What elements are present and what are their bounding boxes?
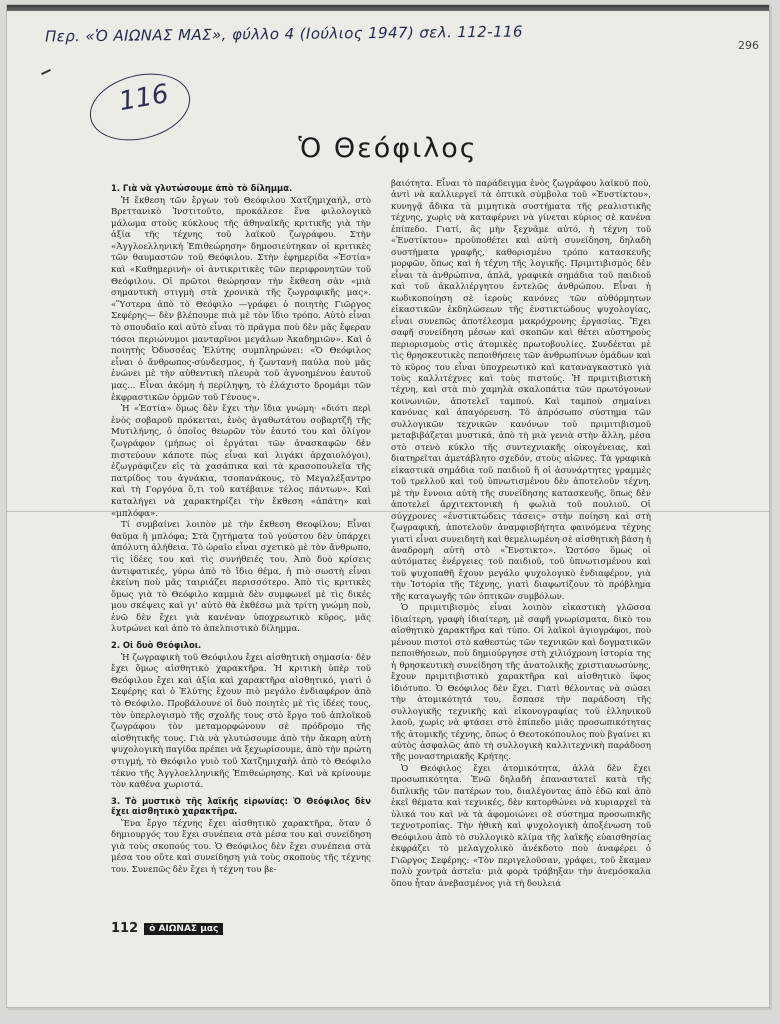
paragraph: Ὁ Θεόφιλος ἔχει ἀτομικότητα, ἀλλὰ δὲν ἔχει προσωπικότητα. Ἐνῶ δηλαδὴ ἐπαναστατεῖ κατὰ τῆς διπλικῆς τῶν πατέρων του, διαλέγοντας ἀπὸ ἐδῶ καὶ ἀπὸ ἐκεῖ θέματα καὶ τεχνικές, δὲν κατορθώνει νὰ κυριαρχεῖ τὰ ὑλικά του καὶ νὰ τὰ ἀφομοιώνει σὲ σύστημα προσωπικῆς τεχνοτροπίας. Τὴν ἠθικὴ καὶ ψυχολογικὴ ἀποξένωση τοῦ Θεόφιλου ἀπὸ τὸ συλλογικὸ κλίμα τῆς λαϊκῆς εὐαισθησίας ἐκφράζει τὸ μελαγχολικὸ ἀνέκδοτο ποὺ ἀναφέρει ὁ Γιῶργος Σεφέρης: «Τὸν περιγελοῦσαν, γράφει, τοῦ ἔκαμαν πολὺ χοντρὰ ἀστεῖα· μιὰ φορὰ τράβηξαν τὴν ἀνεμόσκαλα ὅπου ἦταν ἀνεβασμένος γιὰ τὴ δουλειά (391, 763, 651, 889)
footer-page-number: 112 (111, 921, 139, 936)
left-column (111, 179, 371, 877)
page-footer (111, 921, 223, 936)
section-heading-2: 2. Οἱ δυὸ Θεόφιλοι. (111, 640, 202, 651)
magazine-logo: ὁ ΑΙΩΝΑΣ μας (144, 923, 223, 935)
right-column (391, 179, 651, 890)
section-heading-3: 3. Τὸ μυστικὸ τῆς λαϊκῆς εἰρωνίας: Ὁ Θεόφιλος δὲν ἔχει αἰσθητικὸ χαρακτῆρα. (111, 795, 371, 817)
pencil-mark (41, 69, 51, 75)
paragraph: Ἡ «Ἑστία» ὅμως δὲν ἔχει τὴν ἴδια γνώμη· «διότι περὶ ἑνὸς σοβαροῦ πρόκειται, ἑνὸς ἀγαθωτάτου σοβαρτζῆ τῆς Μυτιλήνης, ὁ ὁποῖος θεωρῶν τὸν ἑαυτό του καὶ ὀλίγον ζωγράφον (μήπως οἱ ἐργάται τῶν ἀνασκαφῶν δὲν πιστεύουν κάποτε πὼς εἶναι καὶ λιγάκι ἀρχαιολόγοι), ἐζωγράφιζεν εἰς τὰ χασάπικα καὶ τὰ κρασοπουλεῖα τῆς πατρίδος του ἀγνάκια, τσοπανάκους, τὸ Μεγαλέξαντρο καὶ τὴ Γοργόνα ὅ,τι τοῦ κατέβαινε τέλος πάντων». Καὶ καταλήγει νὰ χαρακτηρίζει τὴν ἔκθεση «ἀπάτη» καὶ «μπλόφα». (111, 404, 371, 519)
section-heading-1: 1. Γιὰ νὰ γλυτώσουμε ἀπὸ τὸ δίλημμα. (111, 183, 293, 193)
paragraph: Ἡ ἔκθεση τῶν ἔργων τοῦ Θεόφιλου Χατζημιχαήλ, στὸ Βρεττανικὸ Ἰνστιτοῦτο, προκάλεσε ἕνα φιλολογικὸ μάλωμα στοὺς κύκλους τῆς ἀθηναϊκῆς κριτικῆς γιὰ τὴν ἀξία τῆς τέχνης τοῦ λαϊκοῦ ζωγράφου. Στὴν «Ἀγγλοελληνική Ἐπιθεώρηση» δημοσιεύτηκαν οἱ κριτικὲς τῶν θαυμαστῶν τοῦ Θεόφιλου. Στὴν ἐφημερίδα «Ἑστία» καὶ «Καθημερινὴ» οἱ ἀντικριτικὲς τῶν περιφρονητῶν τοῦ Θεόφιλου. Οἱ πρῶτοι θεώρησαν τὴν ἔκθεση σὰν «μιὰ σημαντικὴ στιγμὴ στὰ χρονικὰ τῆς ζωγραφικῆς μας». «Ὕστερα ἀπὸ τὸ Θεόφιλο —γράφει ὁ ποιητὴς Γιῶργος Σεφέρης— δὲν βλέπουμε πιὰ μὲ τὸν ἴδιο τρόπο. Αὐτὸ εἶναι τὸ σπουδαῖο καὶ αὐτὸ εἶναι τὸ πρᾶγμα ποὺ δὲν μᾶς ἔφεραν τόσοι περιώνυμοι μανταρῖνοι μεγάλων Ἀκαδημιῶν». Καὶ ὁ ποιητὴς Ὀδυσσέας Ἐλύτης συμπληρώνει: «Ὁ Θεόφιλος εἶναι ὁ ἄνθρωπος-σύνδεσμος, ἡ ζωντανὴ παύλα ποὺ μᾶς ἑνώνει μὲ τὴν αὐθεντικὴ πλευρὰ τοῦ ἀγνοημένου ἑαυτοῦ μας... Εἶναι ἀκόμη ἡ περίληψη, τὸ ἐλάχιστο δρομάμι τῶν ἐκφραστικῶν ὁρμῶν τοῦ Γένους». (111, 195, 371, 403)
scanned-page (6, 4, 770, 1008)
handwritten-citation: Περ. «Ὁ ΑΙΩΝΑΣ ΜΑΣ», φύλλο 4 (Ιούλιος 1947) σελ. 112-116 (44, 22, 523, 46)
archive-page-number: 296 (738, 39, 759, 52)
paragraph: Ἕνα ἔργο τέχνης ἔχει αἰσθητικὸ χαρακτῆρα, ὅταν ὁ δημιουργός του ἔχει συνέπεια στὰ μέσα του καὶ συνείδηση γιὰ τοὺς σκοπούς του. Ὁ Θεόφιλος δὲν ἔχει συνέπεια στὰ μέσα του οὔτε καὶ συνείδηση γιὰ τοὺς σκοποὺς τῆς τέχνης του. Συνεπῶς δὲν ἔχει ἡ τέχνη του βε- (111, 818, 371, 876)
article-title: Ὁ Θεόφιλος (298, 133, 478, 164)
paragraph: Ὁ πριμιτιβισμὸς εἶναι λοιπὸν εἰκαστικὴ γλῶσσα ἰδιαίτερη, γραφὴ ἰδιαίτερη, μὲ σαφῆ γνωρίσματα, δικὸ του αἰσθητικὸ χαρακτῆρα καὶ τύπο. Οἱ λαϊκοὶ ἁγιογράφοι, ποὺ μένουν πιστοὶ στὸ καθεστὼς τῶν τεχνικῶν καὶ δογματικῶν πεποιθήσεων, ποὺ δημιούργησε στὴ χιλιόχρονη ἱστορία της ἡ θρησκευτικὴ συνείδηση τῆς ἀνατολικῆς χριστιανωσύνης, ἔχουν πριμιτιβιστικὸ χαρακτῆρα καὶ αἰσθητικὸ ὕφος ἰδιότυπο. Ὁ Θεόφιλος δὲν ἔχει. Γιατὶ θέλοντας νὰ σώσει τὴν ἀτομικότητά του, ἔσπασε τὴν παράδοση τῆς συλλογικῆς τεχνικῆς καὶ εἰκονογραφίας τοῦ ἑλληνικοῦ λαοῦ, χωρὶς νὰ φτάσει στὸ ἐπίπεδο μιᾶς προσωπικότητας τῆς ἀτομικῆς τέχνης, ὅπως ὁ Θεοτοκόπουλος ποὺ βγαίνει κι αὐτὸς ἀσφαλῶς ἀπὸ τὴ συλλογικὴ καλλιτεχνικὴ παράδοση τῆς μοναστηριακῆς Κρήτης. (391, 603, 651, 763)
paragraph: βαιότητα. Εἶναι τὸ παράδειγμα ἑνὸς ζωγράφου λαϊκοῦ ποὺ, ἀντὶ νὰ καλλιεργεῖ τὰ ὀπτικὰ σύμβολα τοῦ «Ἐνστίκτου», κυνηγᾷ ἄδικα τὰ μιμητικὰ συστήματα τῆς ρεαλιστικῆς τέχνης, χωρὶς νὰ καταφέρνει νὰ γίνεται κύριος σὲ κανένα ἐπίπεδο. Γιατί, ἂς μὴν ξεχνᾶμε αὐτό, ἡ τέχνη τοῦ «Ἐνστίκτου» προϋποθέτει καὶ αὐτὴ συνείδηση, δηλαδὴ συστήματα γραφῆς, καθορισμένο τρόπο κατασκευῆς μορφῶν, ὅπως καὶ ἡ τέχνη τῆς λογικῆς. Πριμιτιβισμὸς δὲν εἶναι τὰ ἀνθρώπινα, ἁπλᾶ, γραφικὰ σημάδια τοῦ παιδιοῦ καὶ τοῦ ἀκαλλιέργητου ἐντελῶς ἀνθρώπου. Εἶναι ἡ κωδικοποίηση σὲ ἱεροὺς κανόνες τῶν αὐθόρμητων εἰκαστικῶν ἐκδηλώσεων τῆς ἐνστικτώδους ψυχολογίας, εἶναι συνεπῶς ἀποτέλεσμα μακρόχρονης ἐργασίας. Ἔχει σαφῆ συνείδηση μέσων καὶ σκοπῶν καὶ θέτει αὐστηροὺς περιορισμοὺς στὶς ἀτομικὲς πρωτοβουλίες. Συνδέεται μὲ τὶς θρησκευτικὲς πεποιθήσεις τῶν ἀνθρωπίνων ὁμάδων καὶ τὸ κῦρος του εἶναι ὑποχρεωτικὸ καὶ καταναγκαστικὸ γιὰ τοὺς καλλιτέχνες καὶ τοὺς πιστούς. Ἡ πριμιτιβιστικὴ τέχνη, καὶ στὰ πιὸ χαμηλὰ σκαλοπάτια τῶν πρωτόγονων κοινωνιῶν, ἀποτελεῖ ταμπού. Καὶ ταμποὺ σημαίνει κανόνας καὶ ἀπαγόρευση. Τὸ ἀπρόσωπο σύστημα τῶν συλλογικῶν τεχνικῶν κανόνων τοῦ πριμιτιβισμοῦ μεταβιβάζεται μυστικά, ἀπὸ τὴ μιὰ γενιὰ στὴν ἄλλη, μέσα στὸ στενὸ κύκλο τῆς συντεχνιακῆς οἰκογένειας, καὶ διατηρεῖται ἀμετάβλητο σχεδόν, στοὺς αἰῶνες. Τὰ γραφικὰ εἰκαστικὰ σημάδια τοῦ παιδιοῦ ἢ οἱ ἀσυνάρτητες γραμμὲς τοῦ τρελλοῦ καὶ τοῦ ὑπνωτισμένου δὲν ἀποτελοῦν τέχνη, μὲ τὴν ἔννοια αὐτὴ τῆς συνείδησης κατασκευῆς, ὅπως δὲν ἀποτελεῖ ἀρχιτεκτονικὴ ἡ φωλιὰ τοῦ πουλιοῦ. Οἱ σύγχρονες «ἐνστικτώδεις τάσεις» στὴν ποίηση καὶ στὴ ζωγραφική, ἀποτελοῦν ἀναμφισβήτητα φαινόμενα τέχνης γιατὶ εἶναι συνειδητὴ καὶ θεμελιωμένη σὲ αἰσθητικὴ βάση ἡ ἀναδρομὴ αὐτὴ στὸ «Ἔνστικτο». Ὡστόσο ὅμως οἱ αὐτόματες ἐνέργειες τοῦ παιδιοῦ, τοῦ ὑπνωτισμένου καὶ τοῦ ψυχοπαθῆ ἔχουν μεγάλο ψυχολογικὸ ἐνδιαφέρον, γιὰ τὴν Ἱστορία τῆς Τέχνης, γιατὶ διαφωτίζουν τὸ πρόβλημα τῆς καταγωγῆς τῶν ὀπτικῶν συμβόλων. (391, 179, 651, 602)
circled-annotation-text: 116 (116, 78, 171, 118)
paragraph: Ἡ ζωγραφικὴ τοῦ Θεόφιλου ἔχει αἰσθητικὴ σημασία· δὲν ἔχει ὅμως αἰσθητικὸ χαρακτῆρα. Ἡ κριτικὴ ὑπὲρ τοῦ Θεόφιλου ἔχει καὶ ἀξία καὶ χαρακτῆρα αἰσθητικό, γιατὶ ὁ Σεφέρης καὶ ὁ Ἐλύτης ἔχουν πιὸ μεγάλο ἐνδιαφέρον ἀπὸ τὸ Θεόφιλο. Προβάλουνε οἱ δυὸ ποιητὲς μὲ τὶς ἰδέες τους, τὸν ὑπερλογισμὸ τῆς σχολῆς τους στὸ ἔργο τοῦ ἁπλοϊκοῦ ζωγράφου τὸν μεταμορφώνουν σὲ πρόδρομο τῆς αἰσθητικῆς τους. Γιὰ νὰ γλυτώσουμε ἀπὸ τὴν ἄκαρη αὐτὴ ψυχολογικὴ παγίδα πρέπει νὰ ξεχωρίσουμε, ἀπὸ τὴν πρώτη στιγμή, τὸ Θεόφιλο γυιὸ τοῦ Χατζημιχαὴλ ἀπὸ τὸ Θεόφιλο τέκνο τῆς Ἀγγλοελληνικῆς Ἐπιθεώρησης. Καὶ νὰ κρίνουμε τὸν καθένα χωριστά. (111, 652, 371, 791)
top-edge-strip (7, 5, 769, 11)
paragraph: Τί συμβαίνει λοιπὸν μὲ τὴν ἔκθεση Θεοφίλου; Εἶναι θαῦμα ἢ μπλόφα; Στὰ ζητήματα τοῦ γούστου δὲν ὑπάρχει ἀπόλυτη ἀλήθεια. Τὸ ὡραῖο εἶναι σχετικὸ μὲ τὸν ἄνθρωπο, τὶς ἰδέες του καὶ τὶς συνήθειές του. Ἀπὸ δυὸ κρίσεις ἀντιφατικές, γύρω ἀπὸ τὸ ἴδιο θέμα, ἡ πιὸ σωστὴ εἶναι ἐκείνη ποὺ μᾶς ταιριάζει περισσότερο. Ἀπὸ τὶς κριτικὲς ὅμως γιὰ τὸ Θεόφιλο καμμιὰ δὲν συμφωνεῖ μὲ τὶς δικές μου σκέψεις καὶ γι' αὐτὸ θὰ ἐκθέσω μιὰ τρίτη γνώμη ποὺ, ἐνῶ δὲν ἔχει γιὰ κανέναν ὑποχρεωτικὸ κῦρος, μᾶς λυτρώνει καὶ ἀπὸ τὸ ἀπελπιστικὸ δίλημμα. (111, 520, 371, 635)
